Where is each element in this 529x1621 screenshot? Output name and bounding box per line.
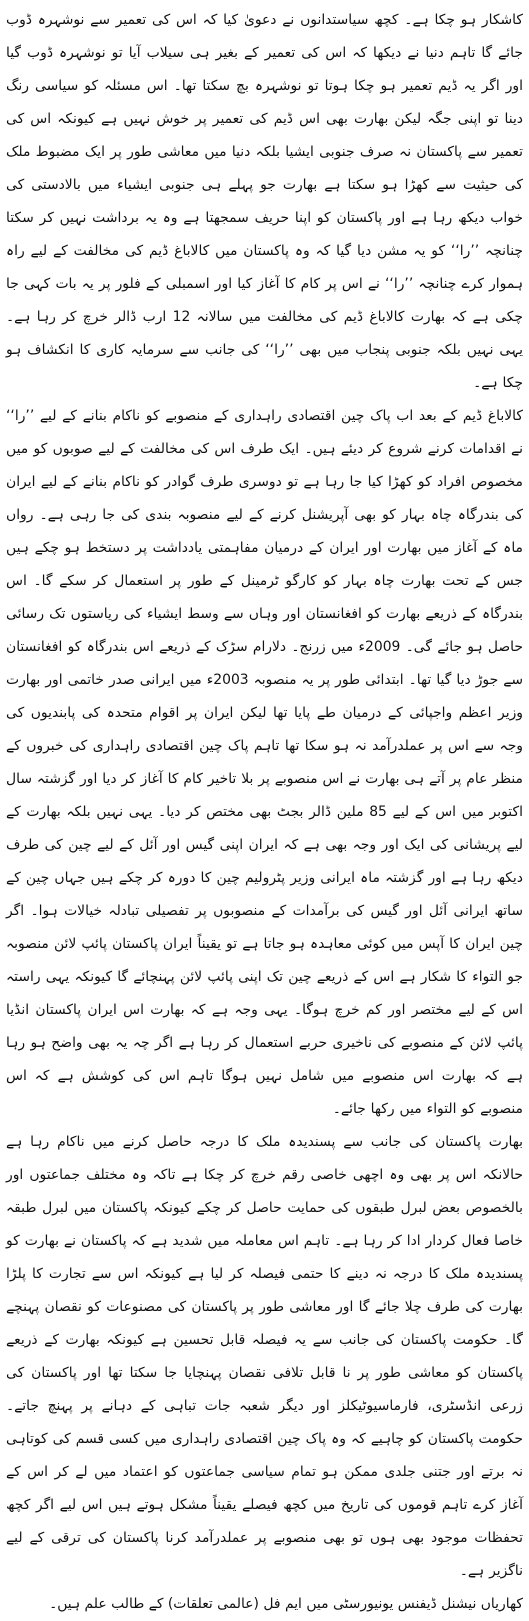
- article-body: [6, 4, 523, 1621]
- article-paragraph-1: کاشکار ہو چکا ہے۔ کچھ سیاستدانوں نے دعویٰ کیا کہ اس کی تعمیر سے نوشہرہ ڈوب جائے گا تاہم دنیا نے دیکھا کہ اس کی تعمیر کے بغیر ہی سیلاب آیا تو نوشہرہ ڈوب گیا اور اگر یہ ڈیم تعمیر ہو چکا ہوتا تو نوشہرہ بچ سکتا تھا۔ اس مسئلہ کو سیاسی رنگ دینا تو اپنی جگہ لیکن بھارت بھی اس ڈیم کی تعمیر پر خوش نہیں ہے کیونکہ اس کی تعمیر سے پاکستان نہ صرف جنوبی ایشیا بلکہ دنیا میں معاشی طور پر ایک مضبوط ملک کی حیثیت سے کھڑا ہو سکتا ہے بھارت جو پہلے ہی جنوبی ایشیاء میں بالادستی کی خواب دیکھ رہا ہے اور پاکستان کو اپنا حریف سمجھتا ہے وہ یہ برداشت نہیں کر سکتا چنانچہ ’’را‘‘ کو یہ مشن دیا گیا کہ وہ پاکستان میں کالاباغ ڈیم کی مخالفت کے لیے راہ ہموار کرے چنانچہ ’’را‘‘ نے اس پر کام کا آغاز کیا اور اسمبلی کے فلور پر یہ بات کہی جا چکی ہے کہ بھارت کالاباغ ڈیم کی مخالفت میں سالانہ 12 ارب ڈالر خرچ کر رہا ہے۔ یہی نہیں بلکہ جنوبی پنجاب میں بھی ’’را‘‘ کی جانب سے سرمایہ کاری کا انکشاف ہو چکا ہے۔: [6, 12, 523, 391]
- article-paragraph-3: بھارت پاکستان کی جانب سے پسندیدہ ملک کا درجہ حاصل کرنے میں ناکام رہا ہے حالانکہ اس پر بھی وہ اچھی خاصی رقم خرچ کر چکا ہے تاکہ وہ مختلف جماعتوں اور بالخصوص بعض لبرل طبقوں کی حمایت حاصل کر چکے کیونکہ پاکستان میں لبرل طبقہ خاصا فعال کردار ادا کر رہا ہے۔ تاہم اس معاملہ میں شدید ہے کہ پاکستان نے بھارت کو پسندیدہ ملک کا درجہ نہ دینے کا حتمی فیصلہ کر لیا ہے کیونکہ اس سے تجارت کا پلڑا بھارت کی طرف چلا جائے گا اور معاشی طور پر پاکستان کی مصنوعات کو نقصان پہنچے گا۔ حکومت پاکستان کی جانب سے یہ فیصلہ قابل تحسین ہے کیونکہ بھارت کے ذریعے پاکستان کو معاشی طور پر نا قابل تلافی نقصان پہنچایا جا سکتا تھا اور پاکستان کی زرعی انڈسٹری، فارماسیوٹیکلز اور دیگر شعبہ جات تباہی کے دہانے پر پہنچ جاتے۔ حکومت پاکستان کو چاہیے کہ وہ پاک چین اقتصادی راہداری میں کسی قسم کی کوتاہی نہ برتے اور جتنی جلدی ممکن ہو تمام سیاسی جماعتوں کو اعتماد میں لے کر اس کے آغاز کرے تاہم قوموں کی تاریخ میں کچھ فیصلے یقیناً مشکل ہوتے ہیں اس لیے اگر کچھ تحفظات موجود بھی ہوں تو بھی منصوبے پر عملدرآمد کرنا پاکستان کی ترقی کے لیے ناگزیر ہے۔: [6, 1134, 523, 1579]
- article-paragraph-2: کالاباغ ڈیم کے بعد اب پاک چین اقتصادی راہداری کے منصوبے کو ناکام بنانے کے لیے ’’را‘‘ نے اقدامات کرنے شروع کر دیئے ہیں۔ ایک طرف اس کی مخالفت کے لیے صوبوں کو میں مخصوص افراد کو کھڑا کیا جا رہا ہے تو دوسری طرف گوادر کو ناکام بنانے کے لیے ایران کی بندرگاہ چاہ بہار کو بھی آپریشنل کرنے کے لیے منصوبہ بندی کی جا رہی ہے۔ رواں ماہ کے آغاز میں بھارت اور ایران کے درمیان مفاہمتی یادداشت پر دستخط ہو چکے ہیں جس کے تحت بھارت چاہ بہار کو کارگو ٹرمینل کے طور پر استعمال کر سکے گا۔ اس بندرگاہ کے ذریعے بھارت کو افغانستان اور وہاں سے وسط ایشیاء کی ریاستوں تک رسائی حاصل ہو جائے گی۔ 2009ء میں زرنج۔ دلارام سڑک کے ذریعے اس بندرگاہ کو افغانستان سے جوڑ دیا گیا تھا۔ ابتدائی طور پر یہ منصوبہ 2003ء میں ایرانی صدر خاتمی اور بھارت وزیر اعظم واجپائی کے درمیان طے پایا تھا لیکن ایران پر اقوام متحدہ کی پابندیوں کی وجہ سے اس پر عملدرآمد نہ ہو سکا تھا تاہم پاک چین اقتصادی راہداری کی خبروں کے منظر عام پر آتے ہی بھارت نے اس منصوبے پر بلا تاخیر کام کا آغاز کر دیا اور گزشتہ سال اکتوبر میں اس کے لیے 85 ملین ڈالر بجٹ بھی مختص کر دیا۔ یہی نہیں بلکہ بھارت کے لیے پریشانی کی ایک اور وجہ بھی ہے کہ ایران اپنی گیس اور آئل کے لیے چین کی طرف دیکھ رہا ہے اور گزشتہ ماہ ایرانی وزیر پٹرولیم چین کا دورہ کر چکے ہیں جہاں چین کے ساتھ ایرانی آئل اور گیس کی برآمدات کے منصوبوں پر تفصیلی تبادلہ خیالات ہوا۔ اگر چین ایران کا آپس میں کوئی معاہدہ ہو جاتا ہے تو یقیناً ایران پاکستان پائپ لائن منصوبہ جو التواء کا شکار ہے اس کے ذریعے چین تک اپنی پائپ لائن پہنچائے گا کیونکہ یہی راستہ اس کے لیے مختصر اور کم خرچ ہوگا۔ یہی وجہ ہے کہ بھارت اس ایران پاکستان انڈیا پائپ لائن کے منصوبے کی ناخیری حربے استعمال کر رہا ہے اگر چہ یہ بھی واضح ہو رہا ہے کہ بھارت اس منصوبے میں شامل نہیں ہوگا تاہم اس کی کوشش ہے کہ اس منصوبے کو التواء میں رکھا جائے۔: [6, 408, 524, 1117]
- author-note: کھاریاں نیشنل ڈیفنس یونیورسٹی میں ایم فل (عالمی تعلقات) کے طالب علم ہیں۔: [49, 1596, 523, 1612]
